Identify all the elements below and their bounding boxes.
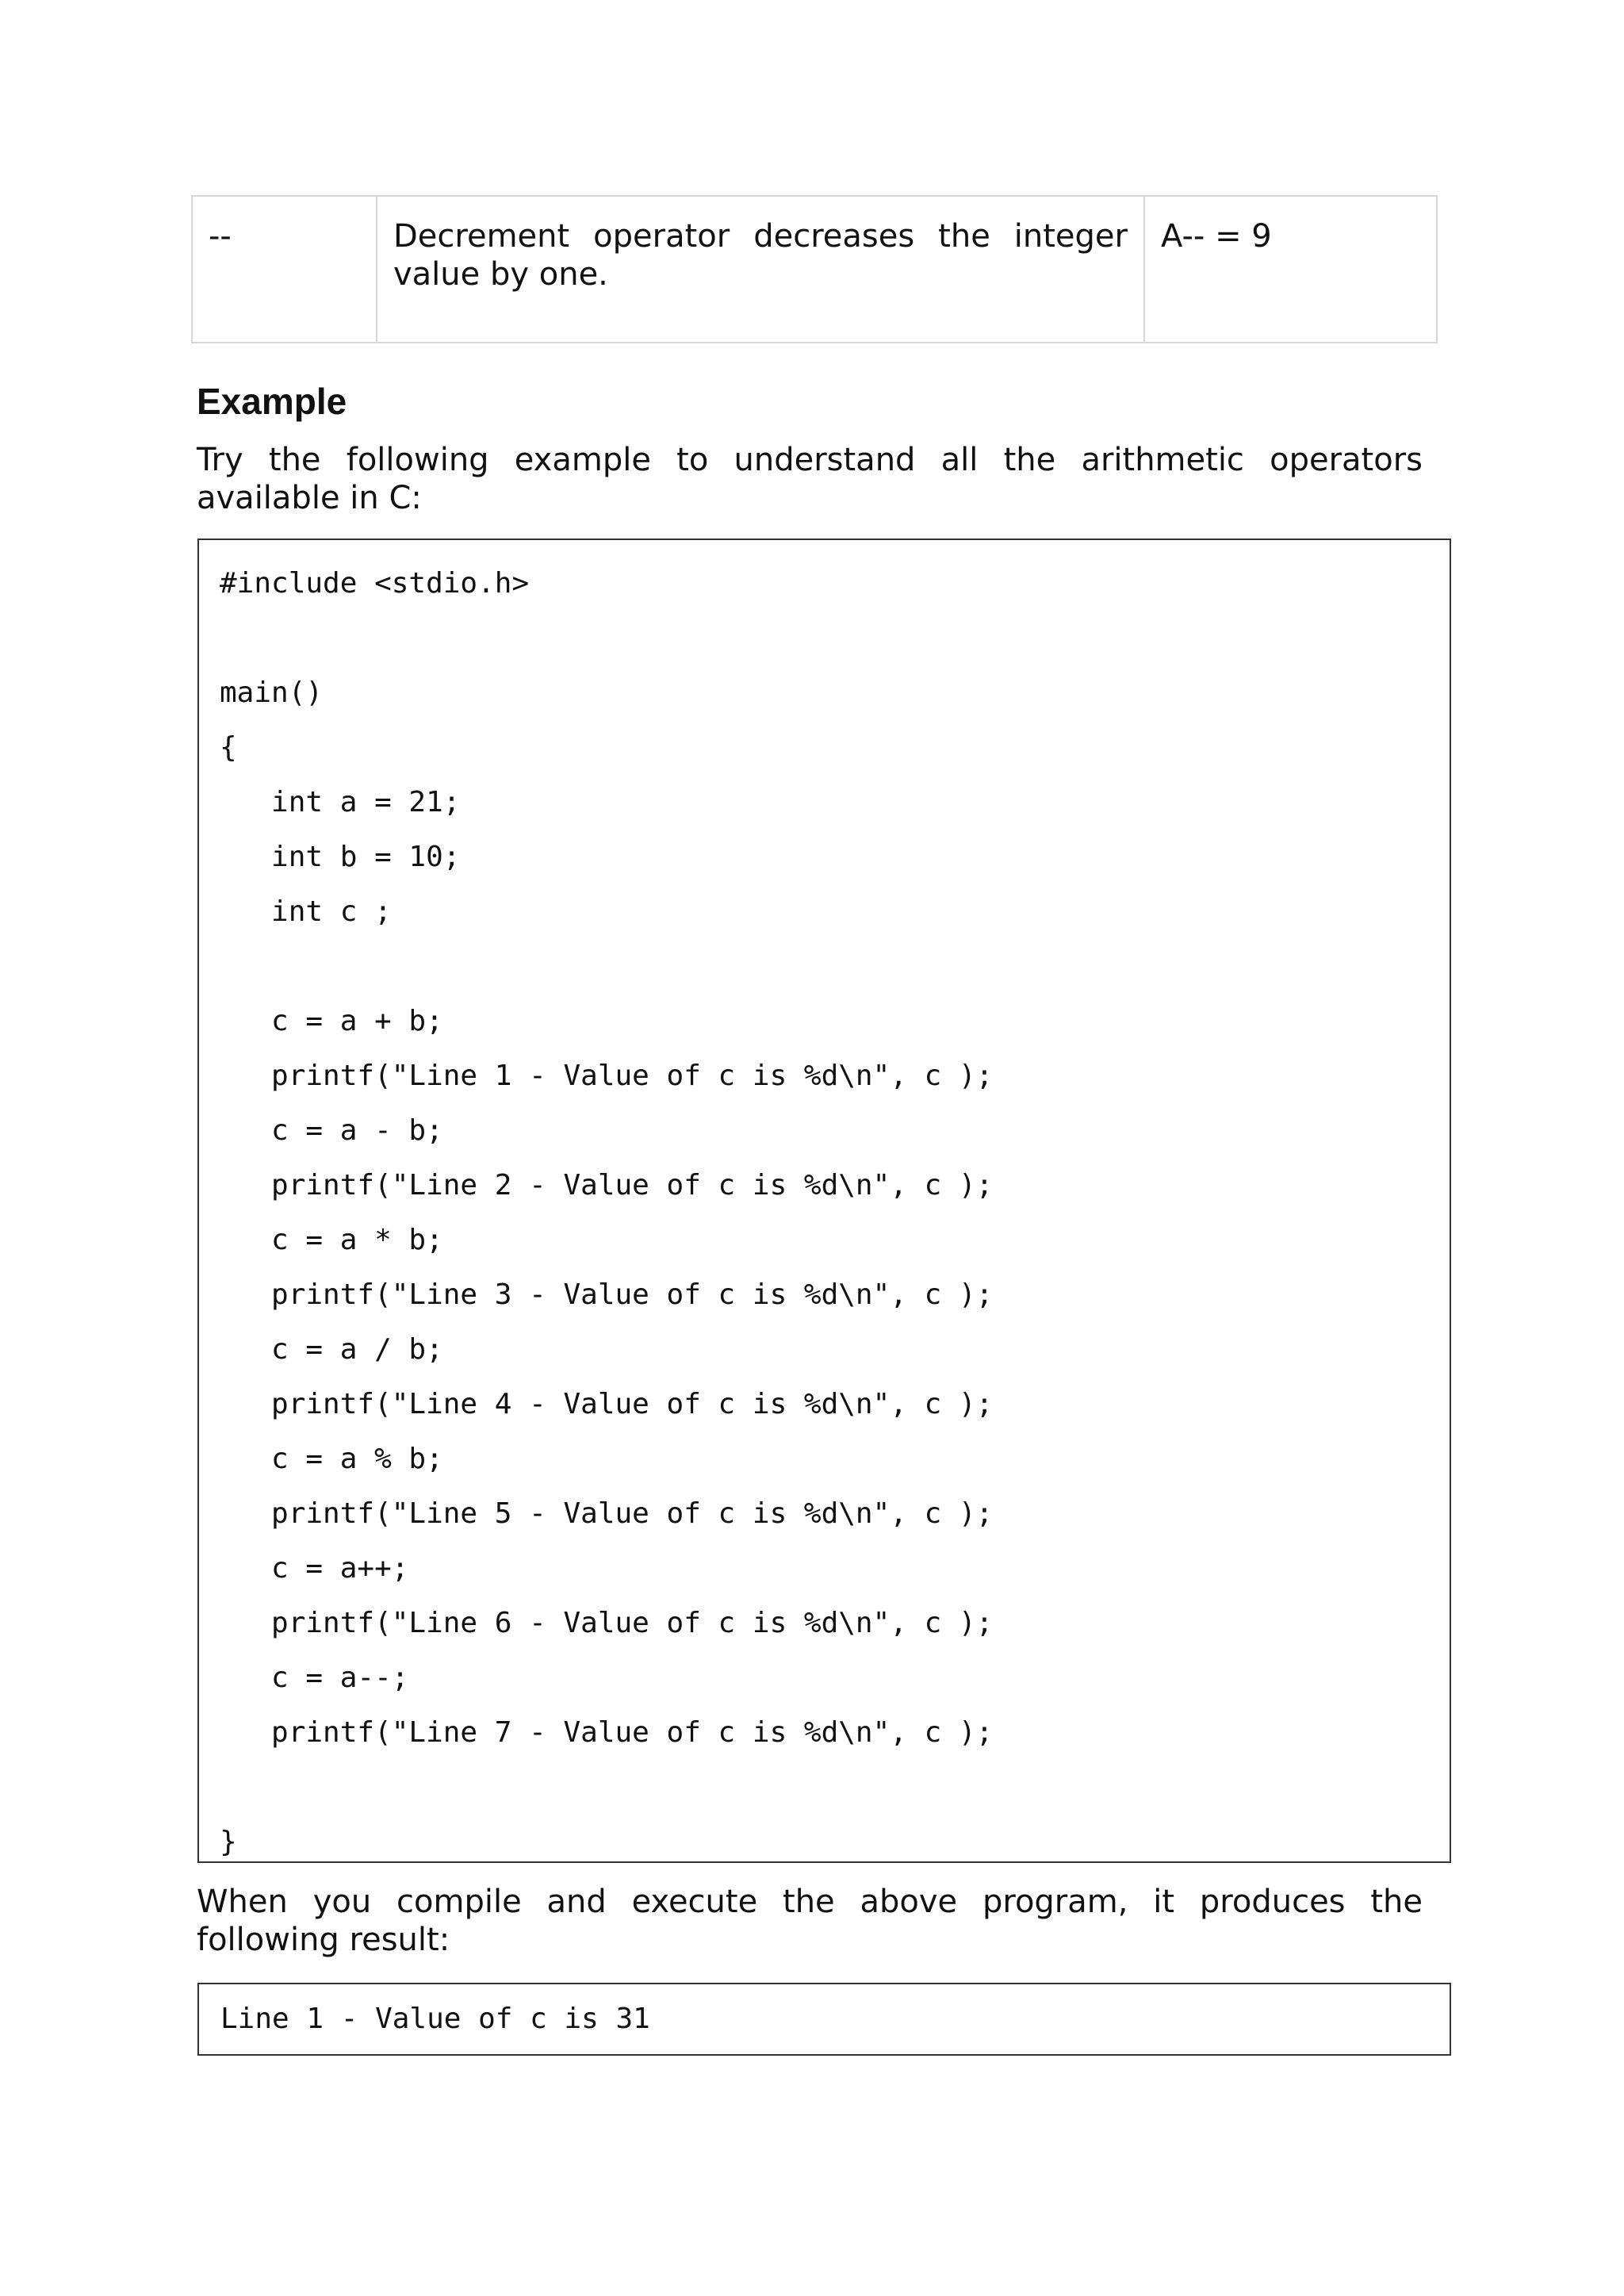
- code-line: int b = 10;: [220, 841, 461, 873]
- section-heading: Example: [197, 381, 347, 422]
- code-line: }: [220, 1826, 237, 1858]
- operator-table: [191, 195, 1438, 343]
- code-line: printf("Line 4 - Value of c is %d\n", c );: [220, 1388, 994, 1420]
- operator-cell: --: [192, 196, 377, 343]
- code-line: c = a / b;: [220, 1333, 443, 1366]
- output-block: [197, 1983, 1451, 2056]
- code-line: printf("Line 6 - Value of c is %d\n", c );: [220, 1607, 994, 1639]
- output-line: Line 1 - Value of c is 31: [220, 2003, 650, 2035]
- code-line: printf("Line 2 - Value of c is %d\n", c );: [220, 1169, 994, 1202]
- code-line: printf("Line 1 - Value of c is %d\n", c );: [220, 1060, 994, 1092]
- code-line: int c ;: [220, 895, 392, 928]
- code-line: [220, 1760, 1450, 1815]
- description-cell: Decrement operator decreases the integer value by one.: [377, 196, 1144, 343]
- code-line: c = a % b;: [220, 1443, 443, 1475]
- code-block: [197, 539, 1451, 1863]
- code-line: int a = 21;: [220, 786, 461, 818]
- example-cell: A-- = 9: [1144, 196, 1437, 343]
- code-line: printf("Line 7 - Value of c is %d\n", c );: [220, 1716, 994, 1749]
- code-line: c = a * b;: [220, 1224, 443, 1256]
- code-line: {: [220, 731, 237, 764]
- table-row: [192, 196, 1437, 343]
- intro-paragraph: Try the following example to understand all the arithmetic operators available in C:: [197, 442, 1423, 516]
- result-paragraph: When you compile and execute the above program, it produces the following result:: [197, 1884, 1423, 1958]
- code-line: printf("Line 5 - Value of c is %d\n", c );: [220, 1497, 994, 1530]
- code-line: c = a + b;: [220, 1005, 443, 1037]
- code-line: [220, 939, 1450, 994]
- code-line: c = a - b;: [220, 1114, 443, 1147]
- code-line: printf("Line 3 - Value of c is %d\n", c );: [220, 1278, 994, 1311]
- code-line: [220, 611, 1450, 665]
- code-line: main(): [220, 677, 324, 709]
- code-line: c = a++;: [220, 1552, 409, 1585]
- code-line: c = a--;: [220, 1662, 409, 1694]
- code-line: #include <stdio.h>: [220, 567, 530, 600]
